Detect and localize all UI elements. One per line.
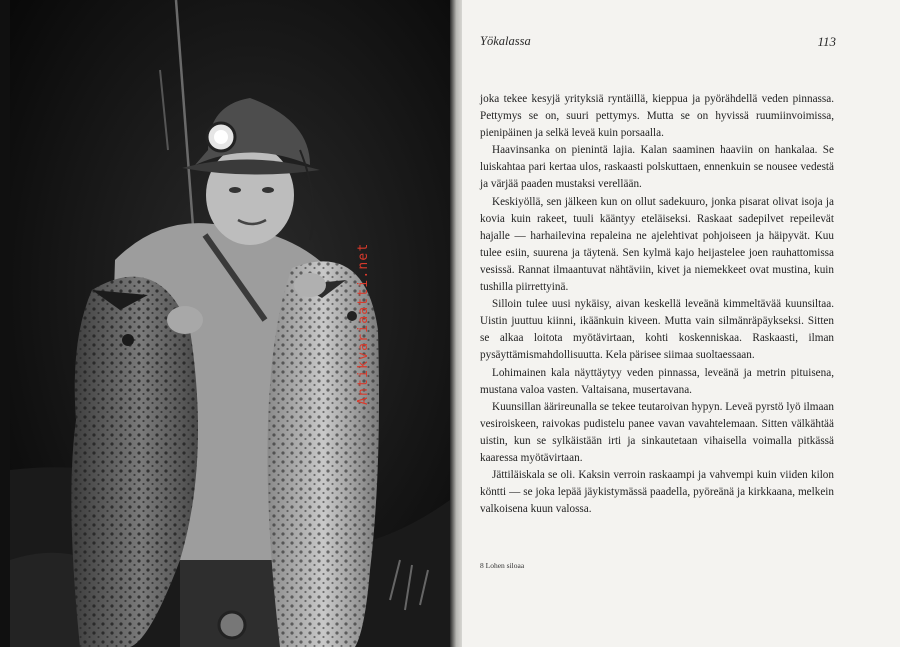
- paragraph: Kuunsillan äärireunalla se tekee teutaroivan hypyn. Leveä pyrstö lyö ilmaan vesiroiskeen, raivokas pudistelu panee vavan vavahtelemaan. Sitten välkähtää uistin, kun se sylkäistään irti ja sinkautetaan vihaisella voimalla pitkässä kaaressa myötävirtaan.: [480, 400, 834, 464]
- fisherman-photo: [10, 0, 450, 647]
- right-page: [462, 0, 900, 647]
- paragraph: Lohimainen kala näyttäytyy veden pinnassa, leveänä ja metrin pituisena, mustana valoa vasten. Valtaisana, musertavana.: [480, 366, 834, 396]
- paragraph: joka tekee kesyjä yrityksiä ryntäillä, kieppua ja pyörähdellä veden pinnassa. Pettymys se on, suuri pettymys. Mutta se on hyvissä ruumiinvoimissa, pienipäinen ja selkä leveä kuin porsaalla.: [480, 93, 834, 140]
- chapter-title: Yökalassa: [480, 34, 531, 48]
- page-number: 113: [817, 34, 836, 49]
- paragraph: Silloin tulee uusi nykäisy, aivan keskellä leveänä kimmeltävää kuunsiltaa. Uistin juuttuu kiinni, ikäänkuin kiveen. Mutta vain silmänräpäykseksi. Sitten se alkaa loitota myötävirtaan, kohti koskenniskaa. Raskaasti, ilman pysäyttämismahdollisuutta. Kela pärisee siimaa suoltaessaan.: [480, 298, 834, 362]
- body-text: [480, 91, 834, 518]
- paragraph: Keskiyöllä, sen jälkeen kun on ollut sadekuuro, jonka pisarat olivat isoja ja kovia kuin rakeet, tuuli kääntyy eteläiseksi. Raskaat sadepilvet repeilevät hajalle — harhailevina repaleina ne ajelehtivat pohjoiseen ja häipyvät. Kuu tulee esiin, suurena ja täytenä. Sen kylmä kajo heijastelee joen rauhattomissa vesissä. Rannat ilmaantuvat nähtäviin, kivet ja niemekkeet ovat mustina, kuin tushilla piirrettyinä.: [480, 195, 834, 294]
- running-head: [480, 34, 836, 49]
- paragraph: Jättiläiskala se oli. Kaksin verroin raskaampi ja vahvempi kuin viiden kilon köntti — se joka lepää jäykistymässä paadella, pyöreänä ja kirkkaana, melkein valkoisena kuun valossa.: [480, 469, 834, 516]
- printer-signature: 8 Lohen siloaa: [480, 561, 525, 570]
- paragraph: Haavinsanka on pienintä lajia. Kalan saaminen haaviin on hankalaa. Se luiskahtaa pari kertaa ulos, raskaasti polskuttaen, ennenkuin se nousee vedestä ja värjää paaden mustaksi verellään.: [480, 144, 834, 191]
- watermark-text: Antikvariaatti.net: [356, 242, 371, 405]
